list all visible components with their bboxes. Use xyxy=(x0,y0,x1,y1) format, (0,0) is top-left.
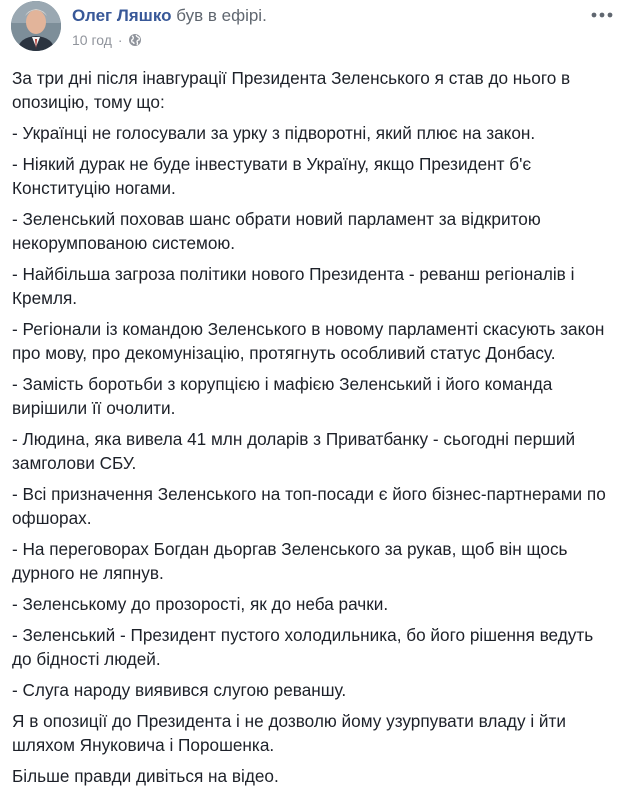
post-timestamp[interactable]: 10 год xyxy=(72,32,112,48)
post-paragraph: За три дні після інавгурації Президента Зеленського я став до нього в опозицію, тому що: xyxy=(12,68,571,112)
post-paragraph: - Ніякий дурак не буде інвестувати в Україну, якщо Президент б'є Конституцію ногами. xyxy=(12,154,532,198)
post-paragraph: - Зеленський поховав шанс обрати новий парламент за відкритою некорумпованою системою. xyxy=(12,209,541,253)
post-header xyxy=(11,0,615,58)
post-paragraph: - Зеленський - Президент пустого холодильника, бо його рішення ведуть до бідності людей. xyxy=(12,625,594,669)
post-paragraph: Я в опозиції до Президента і не дозволю йому узурпувати владу і йти шляхом Януковича і Порошенка. xyxy=(12,711,566,755)
post-paragraph: - Всі призначення Зеленського на топ-посади є його бізнес-партнерами по офшорах. xyxy=(12,484,606,528)
post-paragraph: Більше правди дивіться на відео. xyxy=(12,766,279,786)
author-line xyxy=(72,5,267,27)
post-body xyxy=(12,66,612,795)
post-paragraph: - Слуга народу виявився слугою реваншу. xyxy=(12,680,347,700)
post-paragraph: - На переговорах Богдан дьоргав Зеленського за рукав, щоб він щось дурного не ляпнув. xyxy=(12,539,568,583)
author-avatar[interactable] xyxy=(11,1,61,51)
post-paragraph: - Найбільша загроза політики нового Президента - реванш регіоналів і Кремля. xyxy=(12,264,575,308)
post-paragraph: - Замість боротьби з корупцією і мафією Зеленський і його команда вирішили її очолити. xyxy=(12,374,553,418)
meta-separator: · xyxy=(117,32,123,48)
post-paragraph: - Регіонали із командою Зеленського в новому парламенті скасують закон про мову, про декомунізацію, протягнуть особливий статус Донбасу. xyxy=(12,319,605,363)
post-paragraph: - Зеленському до прозорості, як до неба рачки. xyxy=(12,594,389,614)
post-paragraph: - Людина, яка вивела 41 млн доларів з Приватбанку - сьогодні перший замголови СБУ. xyxy=(12,429,576,473)
more-horizontal-icon[interactable] xyxy=(589,8,615,22)
author-name-link[interactable]: Олег Ляшко xyxy=(72,6,172,25)
globe-icon[interactable] xyxy=(128,33,142,47)
post-paragraph: - Українці не голосували за урку з підворотні, який плює на закон. xyxy=(12,123,536,143)
post-action-text: був в ефірі. xyxy=(176,6,267,25)
post-meta xyxy=(72,31,142,49)
